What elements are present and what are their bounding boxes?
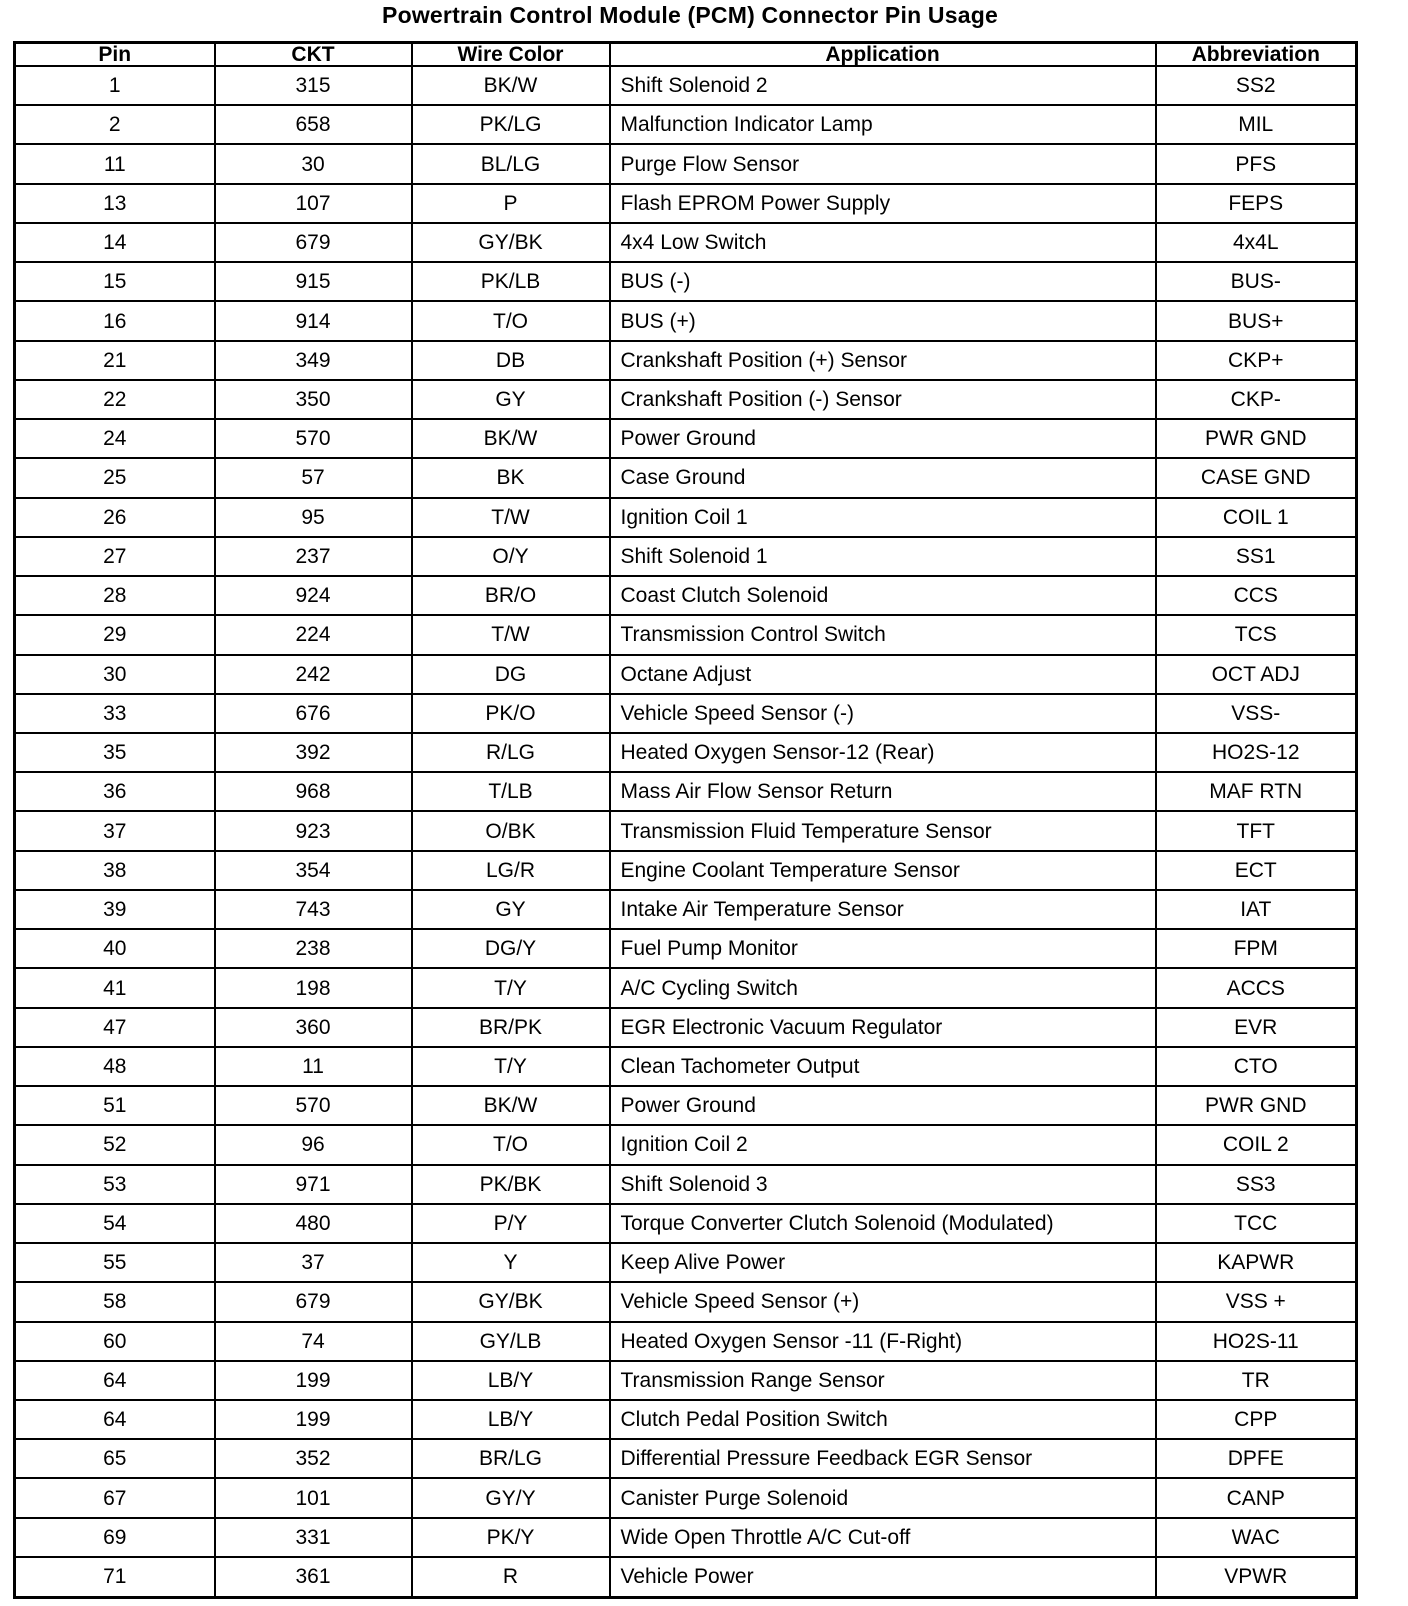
- application-cell: Shift Solenoid 2: [610, 66, 1156, 105]
- ckt-cell: 331: [215, 1518, 412, 1557]
- table-row: [15, 1204, 1357, 1243]
- application-cell: Engine Coolant Temperature Sensor: [610, 851, 1156, 890]
- application-cell: Heated Oxygen Sensor-12 (Rear): [610, 733, 1156, 772]
- pin-cell: 64: [15, 1400, 215, 1439]
- wire-color-cell: DB: [412, 341, 610, 380]
- pin-cell: 27: [15, 537, 215, 576]
- abbreviation-cell: CANP: [1156, 1478, 1357, 1517]
- pin-cell: 41: [15, 968, 215, 1007]
- wire-color-cell: T/Y: [412, 1047, 610, 1086]
- pin-cell: 37: [15, 811, 215, 850]
- table-row: [15, 537, 1357, 576]
- pin-cell: 65: [15, 1439, 215, 1478]
- pin-cell: 26: [15, 498, 215, 537]
- ckt-cell: 198: [215, 968, 412, 1007]
- ckt-cell: 361: [215, 1557, 412, 1598]
- wire-color-cell: PK/Y: [412, 1518, 610, 1557]
- table-row: [15, 615, 1357, 654]
- abbreviation-cell: TCC: [1156, 1204, 1357, 1243]
- application-cell: Intake Air Temperature Sensor: [610, 890, 1156, 929]
- abbreviation-cell: CCS: [1156, 576, 1357, 615]
- ckt-cell: 914: [215, 301, 412, 340]
- abbreviation-cell: CPP: [1156, 1400, 1357, 1439]
- wire-color-cell: PK/BK: [412, 1165, 610, 1204]
- table-row: [15, 851, 1357, 890]
- abbreviation-cell: FEPS: [1156, 184, 1357, 223]
- abbreviation-cell: ECT: [1156, 851, 1357, 890]
- wire-color-cell: GY/LB: [412, 1322, 610, 1361]
- application-cell: Clean Tachometer Output: [610, 1047, 1156, 1086]
- table-row: [15, 929, 1357, 968]
- table-row: [15, 811, 1357, 850]
- pin-cell: 47: [15, 1008, 215, 1047]
- pin-cell: 53: [15, 1165, 215, 1204]
- table-row: [15, 498, 1357, 537]
- ckt-cell: 915: [215, 262, 412, 301]
- table-row: [15, 1478, 1357, 1517]
- abbreviation-cell: PWR GND: [1156, 1086, 1357, 1125]
- wire-color-cell: PK/LG: [412, 105, 610, 144]
- wire-color-cell: BR/O: [412, 576, 610, 615]
- ckt-cell: 350: [215, 380, 412, 419]
- pin-cell: 54: [15, 1204, 215, 1243]
- abbreviation-cell: FPM: [1156, 929, 1357, 968]
- ckt-cell: 238: [215, 929, 412, 968]
- wire-color-cell: BR/PK: [412, 1008, 610, 1047]
- ckt-cell: 349: [215, 341, 412, 380]
- wire-color-cell: GY/BK: [412, 1282, 610, 1321]
- ckt-cell: 107: [215, 184, 412, 223]
- pin-cell: 28: [15, 576, 215, 615]
- table-row: [15, 262, 1357, 301]
- table-row: [15, 458, 1357, 497]
- application-cell: Transmission Range Sensor: [610, 1361, 1156, 1400]
- table-row: [15, 1086, 1357, 1125]
- table-row: [15, 576, 1357, 615]
- page-title: Powertrain Control Module (PCM) Connector Pin Usage: [382, 2, 998, 28]
- wire-color-cell: T/O: [412, 1125, 610, 1164]
- table-row: [15, 144, 1357, 183]
- application-cell: A/C Cycling Switch: [610, 968, 1156, 1007]
- abbreviation-cell: ACCS: [1156, 968, 1357, 1007]
- table-row: [15, 694, 1357, 733]
- table-row: [15, 1322, 1357, 1361]
- wire-color-cell: T/Y: [412, 968, 610, 1007]
- pin-cell: 30: [15, 655, 215, 694]
- ckt-cell: 74: [215, 1322, 412, 1361]
- table-row: [15, 1282, 1357, 1321]
- ckt-cell: 95: [215, 498, 412, 537]
- abbreviation-cell: COIL 1: [1156, 498, 1357, 537]
- pin-cell: 2: [15, 105, 215, 144]
- ckt-cell: 354: [215, 851, 412, 890]
- wire-color-cell: PK/O: [412, 694, 610, 733]
- abbreviation-cell: IAT: [1156, 890, 1357, 929]
- wire-color-cell: T/LB: [412, 772, 610, 811]
- ckt-cell: 971: [215, 1165, 412, 1204]
- pin-cell: 58: [15, 1282, 215, 1321]
- ckt-cell: 923: [215, 811, 412, 850]
- wire-color-cell: DG: [412, 655, 610, 694]
- abbreviation-cell: EVR: [1156, 1008, 1357, 1047]
- pin-cell: 71: [15, 1557, 215, 1598]
- application-cell: Keep Alive Power: [610, 1243, 1156, 1282]
- abbreviation-cell: TR: [1156, 1361, 1357, 1400]
- pin-cell: 24: [15, 419, 215, 458]
- ckt-cell: 968: [215, 772, 412, 811]
- table-row: [15, 772, 1357, 811]
- table-row: [15, 1400, 1357, 1439]
- table-row: [15, 105, 1357, 144]
- table-row: [15, 223, 1357, 262]
- application-cell: Canister Purge Solenoid: [610, 1478, 1156, 1517]
- table-row: [15, 733, 1357, 772]
- ckt-cell: 392: [215, 733, 412, 772]
- ckt-cell: 924: [215, 576, 412, 615]
- wire-color-cell: P/Y: [412, 1204, 610, 1243]
- pin-cell: 11: [15, 144, 215, 183]
- abbreviation-cell: SS2: [1156, 66, 1357, 105]
- ckt-cell: 242: [215, 655, 412, 694]
- pin-cell: 35: [15, 733, 215, 772]
- table-row: [15, 1557, 1357, 1598]
- application-cell: Power Ground: [610, 1086, 1156, 1125]
- abbreviation-cell: MAF RTN: [1156, 772, 1357, 811]
- pin-cell: 40: [15, 929, 215, 968]
- table-row: [15, 380, 1357, 419]
- table-row: [15, 1165, 1357, 1204]
- wire-color-cell: GY: [412, 890, 610, 929]
- wire-color-cell: Y: [412, 1243, 610, 1282]
- pin-cell: 22: [15, 380, 215, 419]
- table-row: [15, 1243, 1357, 1282]
- abbreviation-cell: BUS-: [1156, 262, 1357, 301]
- wire-color-cell: GY/Y: [412, 1478, 610, 1517]
- wire-color-cell: O/BK: [412, 811, 610, 850]
- table-row: [15, 1518, 1357, 1557]
- application-cell: Malfunction Indicator Lamp: [610, 105, 1156, 144]
- wire-color-cell: R/LG: [412, 733, 610, 772]
- wire-color-cell: BK/W: [412, 66, 610, 105]
- application-cell: Crankshaft Position (-) Sensor: [610, 380, 1156, 419]
- table-row: [15, 419, 1357, 458]
- pin-usage-table: [13, 41, 1358, 1599]
- pin-cell: 29: [15, 615, 215, 654]
- wire-color-cell: LG/R: [412, 851, 610, 890]
- pin-cell: 51: [15, 1086, 215, 1125]
- ckt-cell: 570: [215, 419, 412, 458]
- column-header-wire-color: Wire Color: [412, 43, 610, 67]
- wire-color-cell: BK/W: [412, 419, 610, 458]
- abbreviation-cell: PWR GND: [1156, 419, 1357, 458]
- abbreviation-cell: SS1: [1156, 537, 1357, 576]
- application-cell: BUS (+): [610, 301, 1156, 340]
- pin-cell: 39: [15, 890, 215, 929]
- ckt-cell: 199: [215, 1400, 412, 1439]
- ckt-cell: 352: [215, 1439, 412, 1478]
- ckt-cell: 676: [215, 694, 412, 733]
- application-cell: Ignition Coil 1: [610, 498, 1156, 537]
- abbreviation-cell: VPWR: [1156, 1557, 1357, 1598]
- table-row: [15, 1125, 1357, 1164]
- ckt-cell: 315: [215, 66, 412, 105]
- application-cell: Shift Solenoid 1: [610, 537, 1156, 576]
- wire-color-cell: GY: [412, 380, 610, 419]
- abbreviation-cell: COIL 2: [1156, 1125, 1357, 1164]
- abbreviation-cell: DPFE: [1156, 1439, 1357, 1478]
- table-row: [15, 1008, 1357, 1047]
- ckt-cell: 224: [215, 615, 412, 654]
- abbreviation-cell: VSS-: [1156, 694, 1357, 733]
- pin-cell: 52: [15, 1125, 215, 1164]
- pin-cell: 55: [15, 1243, 215, 1282]
- application-cell: Purge Flow Sensor: [610, 144, 1156, 183]
- table-row: [15, 301, 1357, 340]
- table-row: [15, 1361, 1357, 1400]
- application-cell: Ignition Coil 2: [610, 1125, 1156, 1164]
- abbreviation-cell: TCS: [1156, 615, 1357, 654]
- application-cell: Clutch Pedal Position Switch: [610, 1400, 1156, 1439]
- application-cell: Vehicle Power: [610, 1557, 1156, 1598]
- table-row: [15, 655, 1357, 694]
- wire-color-cell: LB/Y: [412, 1361, 610, 1400]
- wire-color-cell: BK/W: [412, 1086, 610, 1125]
- ckt-cell: 96: [215, 1125, 412, 1164]
- wire-color-cell: T/W: [412, 498, 610, 537]
- application-cell: Mass Air Flow Sensor Return: [610, 772, 1156, 811]
- abbreviation-cell: KAPWR: [1156, 1243, 1357, 1282]
- abbreviation-cell: WAC: [1156, 1518, 1357, 1557]
- pin-cell: 67: [15, 1478, 215, 1517]
- abbreviation-cell: HO2S-12: [1156, 733, 1357, 772]
- pin-cell: 48: [15, 1047, 215, 1086]
- application-cell: Flash EPROM Power Supply: [610, 184, 1156, 223]
- pin-cell: 25: [15, 458, 215, 497]
- application-cell: 4x4 Low Switch: [610, 223, 1156, 262]
- application-cell: EGR Electronic Vacuum Regulator: [610, 1008, 1156, 1047]
- wire-color-cell: GY/BK: [412, 223, 610, 262]
- abbreviation-cell: OCT ADJ: [1156, 655, 1357, 694]
- table-row: [15, 66, 1357, 105]
- application-cell: BUS (-): [610, 262, 1156, 301]
- abbreviation-cell: TFT: [1156, 811, 1357, 850]
- wire-color-cell: T/W: [412, 615, 610, 654]
- table-row: [15, 1439, 1357, 1478]
- ckt-cell: 57: [215, 458, 412, 497]
- application-cell: Transmission Control Switch: [610, 615, 1156, 654]
- pin-cell: 60: [15, 1322, 215, 1361]
- table-row: [15, 1047, 1357, 1086]
- pin-cell: 38: [15, 851, 215, 890]
- application-cell: Differential Pressure Feedback EGR Sensor: [610, 1439, 1156, 1478]
- column-header-application: Application: [610, 43, 1156, 67]
- wire-color-cell: P: [412, 184, 610, 223]
- pin-cell: 1: [15, 66, 215, 105]
- application-cell: Octane Adjust: [610, 655, 1156, 694]
- application-cell: Vehicle Speed Sensor (-): [610, 694, 1156, 733]
- ckt-cell: 480: [215, 1204, 412, 1243]
- application-cell: Fuel Pump Monitor: [610, 929, 1156, 968]
- column-header-abbreviation: Abbreviation: [1156, 43, 1357, 67]
- wire-color-cell: BK: [412, 458, 610, 497]
- abbreviation-cell: CTO: [1156, 1047, 1357, 1086]
- application-cell: Torque Converter Clutch Solenoid (Modulated): [610, 1204, 1156, 1243]
- abbreviation-cell: CASE GND: [1156, 458, 1357, 497]
- ckt-cell: 570: [215, 1086, 412, 1125]
- application-cell: Vehicle Speed Sensor (+): [610, 1282, 1156, 1321]
- abbreviation-cell: BUS+: [1156, 301, 1357, 340]
- pin-cell: 64: [15, 1361, 215, 1400]
- ckt-cell: 11: [215, 1047, 412, 1086]
- wire-color-cell: DG/Y: [412, 929, 610, 968]
- application-cell: Coast Clutch Solenoid: [610, 576, 1156, 615]
- pin-cell: 21: [15, 341, 215, 380]
- wire-color-cell: PK/LB: [412, 262, 610, 301]
- ckt-cell: 679: [215, 223, 412, 262]
- column-header-pin: Pin: [15, 43, 215, 67]
- pin-cell: 33: [15, 694, 215, 733]
- ckt-cell: 360: [215, 1008, 412, 1047]
- ckt-cell: 743: [215, 890, 412, 929]
- table-row: [15, 890, 1357, 929]
- application-cell: Shift Solenoid 3: [610, 1165, 1156, 1204]
- abbreviation-cell: SS3: [1156, 1165, 1357, 1204]
- abbreviation-cell: CKP+: [1156, 341, 1357, 380]
- pin-cell: 14: [15, 223, 215, 262]
- wire-color-cell: T/O: [412, 301, 610, 340]
- ckt-cell: 101: [215, 1478, 412, 1517]
- application-cell: Crankshaft Position (+) Sensor: [610, 341, 1156, 380]
- application-cell: Wide Open Throttle A/C Cut-off: [610, 1518, 1156, 1557]
- ckt-cell: 679: [215, 1282, 412, 1321]
- ckt-cell: 30: [215, 144, 412, 183]
- pin-cell: 13: [15, 184, 215, 223]
- abbreviation-cell: HO2S-11: [1156, 1322, 1357, 1361]
- pin-cell: 16: [15, 301, 215, 340]
- table-header-row: [15, 43, 1357, 67]
- pin-cell: 36: [15, 772, 215, 811]
- wire-color-cell: O/Y: [412, 537, 610, 576]
- pin-cell: 15: [15, 262, 215, 301]
- ckt-cell: 199: [215, 1361, 412, 1400]
- ckt-cell: 237: [215, 537, 412, 576]
- wire-color-cell: BL/LG: [412, 144, 610, 183]
- ckt-cell: 37: [215, 1243, 412, 1282]
- column-header-ckt: CKT: [215, 43, 412, 67]
- table-row: [15, 184, 1357, 223]
- pin-cell: 69: [15, 1518, 215, 1557]
- application-cell: Power Ground: [610, 419, 1156, 458]
- abbreviation-cell: MIL: [1156, 105, 1357, 144]
- application-cell: Heated Oxygen Sensor -11 (F-Right): [610, 1322, 1156, 1361]
- abbreviation-cell: PFS: [1156, 144, 1357, 183]
- abbreviation-cell: VSS +: [1156, 1282, 1357, 1321]
- ckt-cell: 658: [215, 105, 412, 144]
- wire-color-cell: BR/LG: [412, 1439, 610, 1478]
- abbreviation-cell: 4x4L: [1156, 223, 1357, 262]
- table-row: [15, 968, 1357, 1007]
- wire-color-cell: R: [412, 1557, 610, 1598]
- table-row: [15, 341, 1357, 380]
- wire-color-cell: LB/Y: [412, 1400, 610, 1439]
- application-cell: Case Ground: [610, 458, 1156, 497]
- application-cell: Transmission Fluid Temperature Sensor: [610, 811, 1156, 850]
- abbreviation-cell: CKP-: [1156, 380, 1357, 419]
